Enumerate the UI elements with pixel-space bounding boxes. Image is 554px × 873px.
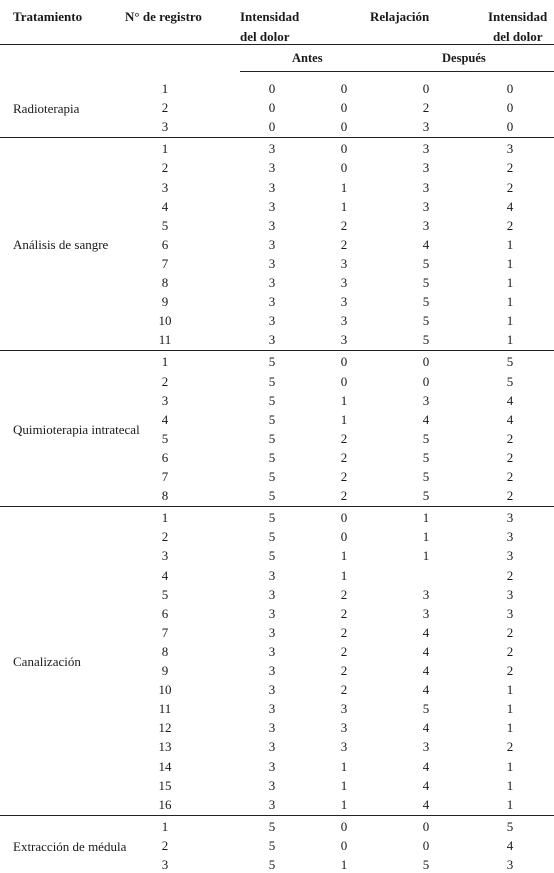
pain-before-2-cell: 1 xyxy=(340,777,348,793)
treatment-group-label: Quimioterapia intratecal xyxy=(13,421,140,437)
registry-cell: 1 xyxy=(161,141,169,157)
pain-before-2-cell: 0 xyxy=(340,818,348,834)
pain-after-cell: 2 xyxy=(506,469,514,484)
header-treatment: Tratamiento xyxy=(13,9,83,24)
group-separator xyxy=(0,506,554,507)
pain-before-2-cell: 0 xyxy=(340,119,348,135)
pain-before-cell: 3 xyxy=(268,255,276,271)
pain-after-cell: 1 xyxy=(506,777,514,793)
pain-before-2-cell: 1 xyxy=(340,758,348,774)
pain-after-cell: 2 xyxy=(506,739,514,755)
pain-before-2-cell: 1 xyxy=(340,411,348,427)
pain-before-2-cell: 2 xyxy=(340,217,348,233)
pain-before-cell: 5 xyxy=(268,529,276,545)
pain-before-cell: 3 xyxy=(268,605,276,621)
pain-before-2-cell: 3 xyxy=(340,701,348,717)
relaxation-cell: 5 xyxy=(422,275,430,290)
pain-after-cell: 3 xyxy=(506,510,514,526)
relaxation-cell: 5 xyxy=(422,469,430,484)
pain-after-cell: 2 xyxy=(506,488,514,504)
pain-before-cell: 3 xyxy=(268,179,276,195)
pain-before-2-cell: 3 xyxy=(340,255,348,271)
pain-before-2-cell: 2 xyxy=(340,449,348,465)
pain-before-2-cell: 1 xyxy=(340,392,348,408)
pain-before-2-cell: 2 xyxy=(340,643,348,659)
relaxation-cell: 3 xyxy=(422,392,430,408)
registry-cell: 6 xyxy=(161,605,169,621)
relaxation-cell: 4 xyxy=(422,624,430,640)
relaxation-cell: 1 xyxy=(422,548,430,564)
pain-after-cell: 3 xyxy=(506,605,514,621)
registry-cell: 1 xyxy=(161,354,169,370)
pain-after-cell: 2 xyxy=(506,663,514,678)
pain-before-cell: 3 xyxy=(268,313,276,329)
pain-after-cell: 2 xyxy=(506,643,514,659)
relaxation-cell: 2 xyxy=(422,100,430,116)
pain-before-cell: 0 xyxy=(268,119,276,135)
pain-after-cell: 1 xyxy=(506,294,514,310)
registry-cell: 16 xyxy=(158,796,172,812)
registry-cell: 7 xyxy=(161,255,169,271)
pain-before-2-cell: 3 xyxy=(340,332,348,348)
pain-after-cell: 3 xyxy=(506,586,514,602)
pain-after-cell: 4 xyxy=(506,837,514,853)
pain-before-2-cell: 2 xyxy=(340,469,348,484)
pain-before-cell: 3 xyxy=(268,332,276,348)
relaxation-cell: 3 xyxy=(422,605,430,621)
pain-before-2-cell: 0 xyxy=(340,100,348,116)
relaxation-cell: 1 xyxy=(422,510,430,526)
pain-after-cell: 5 xyxy=(506,373,514,389)
group-separator xyxy=(0,350,554,351)
relaxation-cell: 4 xyxy=(422,643,430,659)
pain-before-cell: 5 xyxy=(268,373,276,389)
pain-before-2-cell: 0 xyxy=(340,837,348,853)
pain-before-2-cell: 0 xyxy=(340,141,348,157)
registry-cell: 6 xyxy=(161,236,169,252)
subheader-rule xyxy=(240,71,554,72)
registry-cell: 8 xyxy=(161,643,169,659)
treatment-group-label: Extracción de médula xyxy=(13,838,127,854)
pain-before-cell: 3 xyxy=(268,796,276,812)
pain-before-cell: 3 xyxy=(268,777,276,793)
relaxation-cell: 5 xyxy=(422,313,430,329)
pain-before-cell: 5 xyxy=(268,510,276,526)
relaxation-cell: 0 xyxy=(422,818,430,834)
treatment-group-label: Análisis de sangre xyxy=(13,237,109,253)
registry-cell: 13 xyxy=(158,739,172,755)
pain-before-cell: 3 xyxy=(268,643,276,659)
pain-before-cell: 3 xyxy=(268,758,276,774)
pain-before-cell: 3 xyxy=(268,275,276,290)
relaxation-cell: 0 xyxy=(422,837,430,853)
relaxation-cell: 3 xyxy=(422,217,430,233)
pain-after-cell: 2 xyxy=(506,430,514,446)
pain-before-2-cell: 3 xyxy=(340,275,348,290)
pain-after-cell: 3 xyxy=(506,548,514,564)
header-pain-after-line2: del dolor xyxy=(493,29,543,44)
pain-before-cell: 3 xyxy=(268,624,276,640)
relaxation-cell: 3 xyxy=(422,739,430,755)
pain-before-cell: 3 xyxy=(268,198,276,214)
registry-cell: 8 xyxy=(161,488,169,504)
pain-after-cell: 1 xyxy=(506,720,514,736)
subheader-after: Después xyxy=(442,51,486,65)
registry-cell: 2 xyxy=(161,100,169,116)
registry-cell: 15 xyxy=(158,777,172,793)
header-rule xyxy=(0,44,554,45)
pain-before-2-cell: 2 xyxy=(340,430,348,446)
registry-cell: 3 xyxy=(161,548,169,564)
pain-after-cell: 4 xyxy=(506,392,514,408)
pain-after-cell: 5 xyxy=(506,354,514,370)
pain-before-cell: 5 xyxy=(268,430,276,446)
registry-cell: 1 xyxy=(161,81,169,96)
relaxation-cell: 3 xyxy=(422,141,430,157)
registry-cell: 7 xyxy=(161,469,169,484)
pain-before-cell: 3 xyxy=(268,682,276,698)
pain-before-2-cell: 1 xyxy=(340,548,348,564)
pain-before-cell: 5 xyxy=(268,837,276,853)
pain-before-2-cell: 2 xyxy=(340,663,348,678)
pain-before-cell: 3 xyxy=(268,236,276,252)
registry-cell: 4 xyxy=(161,411,169,427)
registry-cell: 4 xyxy=(161,567,169,583)
pain-before-2-cell: 0 xyxy=(340,354,348,370)
pain-after-cell: 0 xyxy=(506,81,514,96)
relaxation-cell: 5 xyxy=(422,294,430,310)
pain-before-cell: 5 xyxy=(268,411,276,427)
relaxation-cell: 0 xyxy=(422,354,430,370)
registry-cell: 2 xyxy=(161,837,169,853)
pain-before-cell: 3 xyxy=(268,294,276,310)
pain-after-cell: 0 xyxy=(506,119,514,135)
relaxation-cell: 5 xyxy=(422,701,430,717)
relaxation-cell: 1 xyxy=(422,529,430,545)
registry-cell: 5 xyxy=(161,430,169,446)
pain-before-2-cell: 0 xyxy=(340,510,348,526)
pain-after-cell: 2 xyxy=(506,179,514,195)
pain-after-cell: 3 xyxy=(506,857,514,872)
pain-before-2-cell: 2 xyxy=(340,605,348,621)
relaxation-cell: 3 xyxy=(422,160,430,176)
pain-before-cell: 0 xyxy=(268,100,276,116)
pain-before-cell: 3 xyxy=(268,586,276,602)
registry-cell: 7 xyxy=(161,624,169,640)
registry-cell: 9 xyxy=(161,294,169,310)
pain-before-2-cell: 1 xyxy=(340,198,348,214)
registry-cell: 5 xyxy=(161,217,169,233)
pain-before-2-cell: 1 xyxy=(340,857,348,872)
pain-before-2-cell: 3 xyxy=(340,313,348,329)
header-registry: N° de registro xyxy=(125,9,202,24)
pain-before-cell: 5 xyxy=(268,469,276,484)
group-separator xyxy=(0,137,554,138)
pain-before-cell: 3 xyxy=(268,217,276,233)
treatment-group-label: Canalización xyxy=(13,654,81,669)
pain-before-2-cell: 3 xyxy=(340,720,348,736)
relaxation-cell: 5 xyxy=(422,449,430,465)
registry-cell: 1 xyxy=(161,818,169,834)
registry-cell: 1 xyxy=(161,510,169,526)
registry-cell: 11 xyxy=(158,701,172,717)
registry-cell: 11 xyxy=(158,332,172,348)
pain-before-2-cell: 2 xyxy=(340,236,348,252)
registry-cell: 8 xyxy=(161,275,169,290)
relaxation-cell: 3 xyxy=(422,198,430,214)
pain-after-cell: 4 xyxy=(506,198,514,214)
pain-after-cell: 5 xyxy=(506,818,514,834)
pain-after-cell: 1 xyxy=(506,701,514,717)
pain-before-cell: 0 xyxy=(268,81,276,96)
relaxation-cell: 5 xyxy=(422,857,430,872)
relaxation-cell: 4 xyxy=(422,236,430,252)
relaxation-cell: 4 xyxy=(422,758,430,774)
pain-after-cell: 3 xyxy=(506,141,514,157)
pain-before-cell: 5 xyxy=(268,449,276,465)
relaxation-cell: 0 xyxy=(422,373,430,389)
pain-after-cell: 1 xyxy=(506,236,514,252)
registry-cell: 12 xyxy=(158,720,172,736)
pain-before-cell: 5 xyxy=(268,354,276,370)
header-pain-after-line1: Intensidad xyxy=(488,9,548,24)
pain-before-cell: 5 xyxy=(268,392,276,408)
pain-after-cell: 2 xyxy=(506,217,514,233)
pain-before-2-cell: 1 xyxy=(340,567,348,583)
pain-before-cell: 5 xyxy=(268,818,276,834)
pain-before-cell: 3 xyxy=(268,720,276,736)
relaxation-cell: 4 xyxy=(422,777,430,793)
pain-before-2-cell: 3 xyxy=(340,294,348,310)
registry-cell: 6 xyxy=(161,449,169,465)
pain-after-cell: 1 xyxy=(506,332,514,348)
relaxation-cell: 5 xyxy=(422,430,430,446)
pain-after-cell: 3 xyxy=(506,529,514,545)
relaxation-cell: 4 xyxy=(422,720,430,736)
pain-before-2-cell: 2 xyxy=(340,624,348,640)
pain-after-cell: 1 xyxy=(506,682,514,698)
header-pain-before-line1: Intensidad xyxy=(240,9,300,24)
relaxation-cell: 4 xyxy=(422,682,430,698)
pain-before-2-cell: 2 xyxy=(340,488,348,504)
registry-cell: 14 xyxy=(158,758,172,774)
relaxation-cell: 0 xyxy=(422,81,430,96)
relaxation-cell: 5 xyxy=(422,255,430,271)
pain-after-cell: 2 xyxy=(506,567,514,583)
pain-before-2-cell: 1 xyxy=(340,179,348,195)
registry-cell: 10 xyxy=(158,682,172,698)
pain-after-cell: 1 xyxy=(506,255,514,271)
pain-before-cell: 3 xyxy=(268,701,276,717)
pain-before-2-cell: 0 xyxy=(340,160,348,176)
registry-cell: 2 xyxy=(161,373,169,389)
pain-after-cell: 1 xyxy=(506,758,514,774)
relaxation-cell: 4 xyxy=(422,663,430,678)
pain-before-cell: 5 xyxy=(268,488,276,504)
relaxation-cell: 3 xyxy=(422,119,430,135)
registry-cell: 2 xyxy=(161,160,169,176)
pain-before-2-cell: 3 xyxy=(340,739,348,755)
registry-cell: 9 xyxy=(161,663,169,678)
registry-cell: 3 xyxy=(161,119,169,135)
pain-before-cell: 3 xyxy=(268,739,276,755)
relaxation-cell: 4 xyxy=(422,796,430,812)
treatment-group-label: Radioterapia xyxy=(13,100,80,116)
group-separator xyxy=(0,815,554,816)
pain-after-cell: 1 xyxy=(506,313,514,329)
registry-cell: 3 xyxy=(161,179,169,195)
pain-before-cell: 3 xyxy=(268,567,276,583)
registry-cell: 3 xyxy=(161,857,169,872)
relaxation-cell: 4 xyxy=(422,411,430,427)
pain-before-cell: 5 xyxy=(268,548,276,564)
registry-cell: 2 xyxy=(161,529,169,545)
header-pain-before-line2: del dolor xyxy=(240,29,290,44)
relaxation-cell: 3 xyxy=(422,586,430,602)
pain-before-2-cell: 2 xyxy=(340,586,348,602)
pain-after-cell: 1 xyxy=(506,275,514,290)
relaxation-cell: 5 xyxy=(422,332,430,348)
pain-before-cell: 3 xyxy=(268,160,276,176)
pain-before-cell: 3 xyxy=(268,663,276,678)
pain-after-cell: 4 xyxy=(506,411,514,427)
pain-before-2-cell: 0 xyxy=(340,529,348,545)
registry-cell: 4 xyxy=(161,198,169,214)
pain-before-2-cell: 1 xyxy=(340,796,348,812)
header-relaxation: Relajación xyxy=(370,9,430,24)
relaxation-cell: 5 xyxy=(422,488,430,504)
relaxation-cell: 3 xyxy=(422,179,430,195)
pain-after-cell: 2 xyxy=(506,624,514,640)
pain-before-2-cell: 0 xyxy=(340,81,348,96)
subheader-before: Antes xyxy=(292,51,323,65)
pain-before-2-cell: 2 xyxy=(340,682,348,698)
pain-before-2-cell: 0 xyxy=(340,373,348,389)
registry-cell: 5 xyxy=(161,586,169,602)
pain-after-cell: 0 xyxy=(506,100,514,116)
registry-cell: 10 xyxy=(158,313,172,329)
pain-after-cell: 2 xyxy=(506,449,514,465)
registry-cell: 3 xyxy=(161,392,169,408)
pain-before-cell: 3 xyxy=(268,141,276,157)
pain-after-cell: 2 xyxy=(506,160,514,176)
pain-before-cell: 5 xyxy=(268,857,276,872)
pain-after-cell: 1 xyxy=(506,796,514,812)
